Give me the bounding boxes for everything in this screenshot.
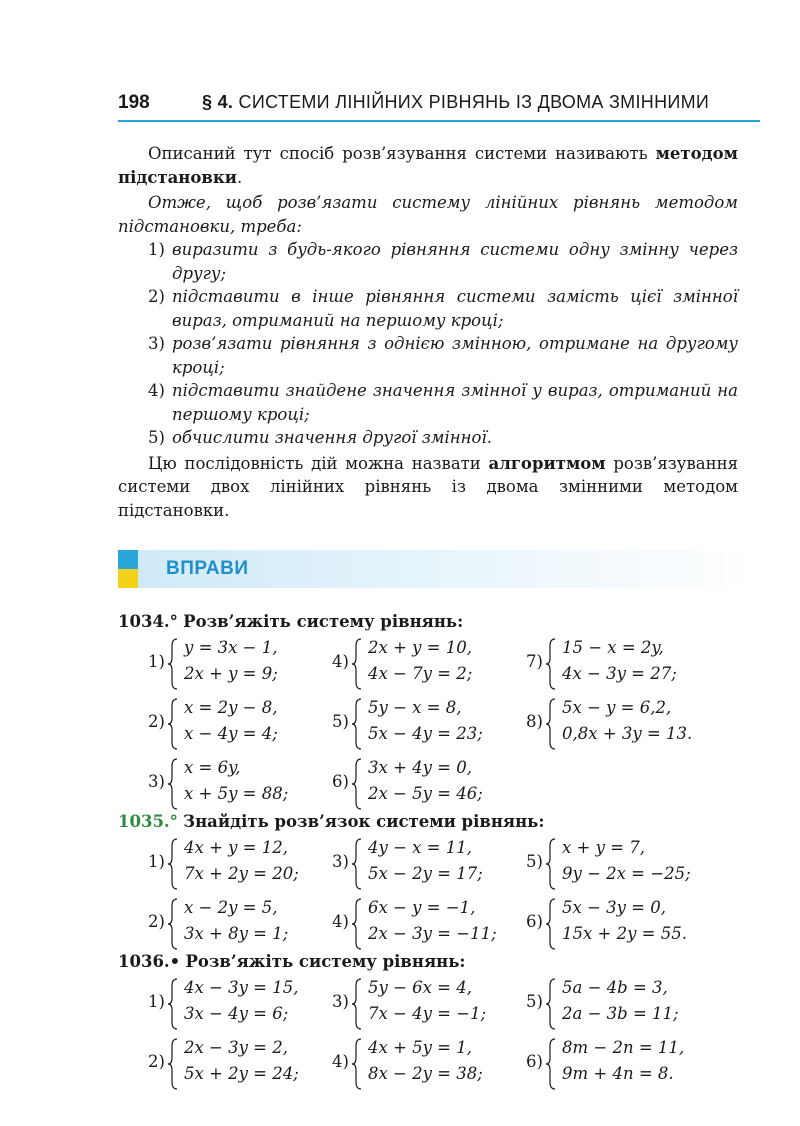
page-header [118, 90, 760, 122]
system-label: 5) [526, 992, 543, 1011]
equation-line: 7x − 4y = −1; [368, 1004, 487, 1023]
step-text: виразити з будь-якого рівняння системи одну змінну через другу; [172, 240, 738, 283]
system-label: 4) [332, 1052, 349, 1071]
brace-icon [168, 1038, 178, 1090]
equation-line: 2a − 3b = 11; [562, 1004, 679, 1023]
equation-line: 5x − 4y = 23; [368, 724, 483, 743]
brace-icon [168, 698, 178, 750]
equation-line: 2x + y = 9; [184, 664, 278, 683]
system-label: 5) [332, 712, 349, 731]
banner-color-bar [118, 550, 138, 588]
step-text: розв’язати рівняння з однією змінною, отримане на другому кроці; [172, 334, 738, 377]
theory-text [118, 142, 738, 522]
step-item [118, 379, 738, 426]
exercise-prompt: Розв’яжіть систему рівнянь: [185, 952, 466, 971]
system-label: 4) [332, 912, 349, 931]
system-label: 6) [526, 1052, 543, 1071]
equation-line: 5x + 2y = 24; [184, 1064, 299, 1083]
brace-icon [546, 698, 556, 750]
equation-line: 5y − 6x = 4, [368, 978, 472, 997]
equation-line: 5x − 3y = 0, [562, 898, 666, 917]
term-algorithm: алгоритмом [488, 453, 606, 473]
brace-icon [168, 978, 178, 1030]
equation-line: 4y − x = 11, [368, 838, 472, 857]
step-text: обчислити значення другої змінної. [172, 428, 492, 447]
exercise-number: 1034.° [118, 612, 178, 631]
system-label: 8) [526, 712, 543, 731]
brace-icon [352, 838, 362, 890]
system-label: 6) [332, 772, 349, 791]
system-label: 4) [332, 652, 349, 671]
equation-line: x − 2y = 5, [184, 898, 278, 917]
equation-line: 5x − y = 6,2, [562, 698, 672, 717]
equation-line: 15 − x = 2y, [562, 638, 664, 657]
equation-line: 4x + y = 12, [184, 838, 288, 857]
equation-line: y = 3x − 1, [184, 638, 278, 657]
paragraph-conclusion-end: розв’язування системи двох лінійних рівнянь із двома змінними методом підстановки. [118, 453, 738, 520]
step-number: 3) [148, 334, 165, 353]
system-label: 2) [148, 712, 165, 731]
equation-line: 2x − 3y = −11; [368, 924, 497, 943]
paragraph-method-end: . [237, 167, 243, 187]
section-title-text: СИСТЕМИ ЛІНІЙНИХ РІВНЯНЬ ІЗ ДВОМА ЗМІННИМИ [238, 92, 710, 112]
step-number: 4) [148, 381, 165, 400]
brace-icon [546, 1038, 556, 1090]
brace-icon [168, 898, 178, 950]
brace-icon [168, 638, 178, 690]
equation-line: 6x − y = −1, [368, 898, 476, 917]
system-label: 2) [148, 912, 165, 931]
brace-icon [352, 978, 362, 1030]
equation-line: x = 2y − 8, [184, 698, 278, 717]
step-text: підставити в інше рівняння системи замість цієї змінної вираз, отриманий на першому кроці; [172, 287, 738, 330]
exercise-number: 1036.• [118, 952, 181, 971]
equation-line: 4x − 3y = 15, [184, 978, 299, 997]
step-item [118, 238, 738, 285]
system-label: 1) [148, 992, 165, 1011]
brace-icon [352, 638, 362, 690]
exercise-heading [118, 612, 463, 631]
equation-line: x + 5y = 88; [184, 784, 289, 803]
equation-line: 3x + 8y = 1; [184, 924, 289, 943]
equation-line: 5y − x = 8, [368, 698, 462, 717]
paragraph-conclusion [118, 452, 738, 523]
equation-line: 15x + 2y = 55. [562, 924, 687, 943]
header-rule [118, 120, 760, 122]
equation-line: 0,8x + 3y = 13. [562, 724, 693, 743]
equation-line: 4x − 3y = 27; [562, 664, 677, 683]
exercises-banner [118, 546, 760, 590]
paragraph-algorithm-intro: Отже, щоб розв’язати систему лінійних рівнянь методом підстановки, треба: [118, 193, 738, 236]
equation-line: 5a − 4b = 3, [562, 978, 668, 997]
system-label: 3) [148, 772, 165, 791]
system-label: 5) [526, 852, 543, 871]
equation-line: 5x − 2y = 17; [368, 864, 483, 883]
exercise-prompt: Знайдіть розв’язок системи рівнянь: [183, 812, 545, 831]
equation-line: 3x + 4y = 0, [368, 758, 472, 777]
equation-line: 7x + 2y = 20; [184, 864, 299, 883]
brace-icon [352, 1038, 362, 1090]
step-item [118, 426, 738, 450]
brace-icon [168, 758, 178, 810]
system-label: 3) [332, 992, 349, 1011]
exercise-prompt: Розв’яжіть систему рівнянь: [183, 612, 464, 631]
system-label: 1) [148, 852, 165, 871]
banner-bar-blue [118, 550, 138, 569]
brace-icon [352, 698, 362, 750]
exercises-title: ВПРАВИ [166, 558, 249, 579]
equation-line: 2x − 5y = 46; [368, 784, 483, 803]
step-number: 5) [148, 428, 165, 447]
exercise-heading [118, 812, 544, 831]
step-text: підставити знайдене значення змінної у вираз, отриманий на першому кроці; [172, 381, 738, 424]
step-number: 2) [148, 287, 165, 306]
equation-line: 8x − 2y = 38; [368, 1064, 483, 1083]
system-label: 6) [526, 912, 543, 931]
equation-line: x = 6y, [184, 758, 241, 777]
equation-line: 4x − 7y = 2; [368, 664, 473, 683]
brace-icon [546, 978, 556, 1030]
section-prefix: § 4. [202, 92, 234, 112]
equation-line: 3x − 4y = 6; [184, 1004, 289, 1023]
equation-line: x − 4y = 4; [184, 724, 278, 743]
banner-bar-yellow [118, 569, 138, 588]
system-label: 2) [148, 1052, 165, 1071]
brace-icon [168, 838, 178, 890]
paragraph-method-text: Описаний тут спосіб розв’язування системи називають [148, 144, 656, 163]
equation-line: 2x − 3y = 2, [184, 1038, 288, 1057]
brace-icon [352, 898, 362, 950]
equation-line: 9m + 4n = 8. [562, 1064, 674, 1083]
term-substitution-method: методом підстановки [118, 144, 738, 187]
equation-line: 4x + 5y = 1, [368, 1038, 472, 1057]
brace-icon [546, 898, 556, 950]
equation-line: 8m − 2n = 11, [562, 1038, 685, 1057]
step-item [118, 285, 738, 332]
page-number: 198 [118, 92, 150, 113]
paragraph-conclusion-start: Цю послідовність дій можна назвати [148, 453, 489, 473]
brace-icon [546, 638, 556, 690]
algorithm-steps [118, 238, 738, 450]
system-label: 3) [332, 852, 349, 871]
step-number: 1) [148, 240, 165, 259]
equation-line: 9y − 2x = −25; [562, 864, 691, 883]
section-title [202, 92, 709, 113]
brace-icon [352, 758, 362, 810]
paragraph-method [118, 142, 738, 189]
system-label: 7) [526, 652, 543, 671]
equation-line: x + y = 7, [562, 838, 645, 857]
exercise-heading [118, 952, 466, 971]
brace-icon [546, 838, 556, 890]
equation-line: 2x + y = 10, [368, 638, 472, 657]
step-item [118, 332, 738, 379]
system-label: 1) [148, 652, 165, 671]
exercise-number: 1035.° [118, 812, 178, 831]
